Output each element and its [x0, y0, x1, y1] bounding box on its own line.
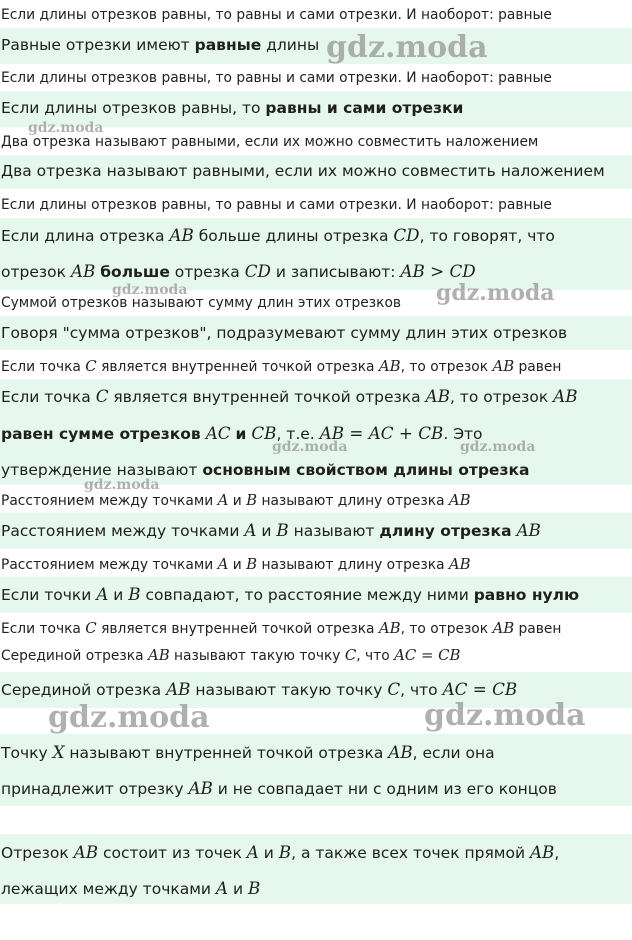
watermark: gdz.moda [460, 439, 536, 455]
watermark: gdz.moda [28, 120, 104, 136]
math-expression: AB [516, 520, 541, 540]
math-expression: A [246, 842, 259, 862]
answer-text: Равные отрезки имеют равные длины [0, 28, 632, 64]
math-expression: C [387, 679, 401, 699]
answer-text: Точку X называют внутренней точкой отрезка AB, если она принадлежит отрезку AB и не совпадает ни с одним из его концов [0, 734, 632, 806]
watermark: gdz.moda [424, 698, 586, 733]
math-expression: B [276, 520, 289, 540]
math-expression: AB [147, 646, 170, 664]
watermark: gdz.moda [112, 282, 188, 298]
math-expression: CB [251, 423, 277, 443]
question-text: Если длины отрезков равны, то равны и сами отрезки. И наоборот: равные [0, 196, 632, 216]
math-expression: B [247, 878, 261, 898]
math-expression: B [246, 555, 258, 573]
math-expression: X [52, 742, 65, 762]
watermark: gdz.moda [48, 700, 210, 735]
question-text: Расстоянием между точками A и B называют длину отрезка AB [0, 491, 632, 511]
math-expression: AC = CB [442, 679, 518, 699]
math-expression: B [278, 842, 292, 862]
math-expression: AB [492, 357, 515, 375]
math-expression: C [85, 619, 97, 637]
question-text: Если точка C является внутренней точкой отрезка AB, то отрезок AB равен [0, 357, 632, 377]
math-expression: AB [529, 842, 555, 862]
question-text: Расстоянием между точками A и B называют длину отрезка AB [0, 555, 632, 575]
watermark: gdz.moda [326, 30, 488, 65]
answer-text: Отрезок AB состоит из точек A и B, а также всех точек прямой AB, лежащих между точками A и B [0, 834, 632, 904]
question-text-2: Серединой отрезка AB называют такую точку C, что AC = CB [0, 646, 632, 668]
math-expression: AB [553, 386, 578, 406]
math-expression: C [344, 646, 357, 664]
math-expression: AB [188, 778, 213, 798]
math-expression: AB [448, 491, 471, 509]
math-expression: AB > CD [400, 261, 476, 281]
math-expression: CD [393, 225, 420, 245]
math-expression: B [128, 584, 141, 604]
math-expression: AB [492, 619, 515, 637]
answer-text: Серединой отрезка AB называют такую точку C, что AC = CB [0, 672, 632, 708]
math-expression: AB [448, 555, 471, 573]
math-expression: A [217, 555, 229, 573]
answer-text: Если длина отрезка AB больше длины отрезка CD, то говорят, что отрезок AB больше отрезка CD и записывают: AB > CD [0, 218, 632, 290]
emphasis-text: равен сумме отрезков [1, 425, 201, 443]
math-expression: AB [378, 357, 401, 375]
emphasis-text: и [235, 425, 247, 443]
question-text: Суммой отрезков называют сумму длин этих отрезков [0, 294, 632, 314]
math-expression: AB = AC + CB [319, 423, 444, 443]
emphasis-text: основным свойством длины отрезка [202, 461, 530, 479]
math-expression: A [217, 491, 229, 509]
math-expression: AC [205, 423, 231, 443]
question-text: Если длины отрезков равны, то равны и сами отрезки. И наоборот: равные [0, 6, 632, 26]
question-text: Два отрезка называют равными, если их можно совместить наложением [0, 133, 632, 153]
answer-text: Если точки A и B совпадают, то расстояние между ними равно нулю [0, 577, 632, 613]
math-expression: AB [73, 842, 99, 862]
watermark: gdz.moda [272, 439, 348, 455]
question-text: Если точка C является внутренней точкой отрезка AB, то отрезок AB равен [0, 619, 632, 639]
watermark: gdz.moda [84, 477, 160, 493]
emphasis-text: длину отрезка [379, 522, 512, 540]
math-expression: C [95, 386, 109, 406]
answer-text: Если точка C является внутренней точкой отрезка AB, то отрезок AB равен сумме отрезков AC и CB, т.е. AB = AC + CB. Это утверждение называют основным свойством длины отрезка [0, 379, 632, 485]
answer-text: Если длины отрезков равны, то равны и сами отрезки [0, 91, 632, 127]
emphasis-text: больше [100, 263, 170, 281]
math-expression: A [244, 520, 257, 540]
math-expression: CD [244, 261, 271, 281]
emphasis-text: равны и сами отрезки [265, 99, 464, 117]
math-expression: C [85, 357, 97, 375]
math-expression: AB [425, 386, 450, 406]
math-expression: AB [70, 261, 96, 281]
question-text: Если длины отрезков равны, то равны и сами отрезки. И наоборот: равные [0, 69, 632, 89]
answer-text: Расстоянием между точками A и B называют длину отрезка AB [0, 513, 632, 549]
math-expression: AB [166, 679, 191, 699]
answer-text: Говоря "сумма отрезков", подразумевают сумму длин этих отрезков [0, 316, 632, 350]
math-expression: A [96, 584, 109, 604]
math-expression: B [246, 491, 258, 509]
watermark: gdz.moda [436, 280, 555, 306]
answer-text: Два отрезка называют равными, если их можно совместить наложением [0, 155, 632, 189]
math-expression: A [215, 878, 229, 898]
math-expression: AB [378, 619, 401, 637]
math-expression: AB [169, 225, 194, 245]
math-expression: AC = CB [394, 646, 461, 664]
math-expression: AB [388, 742, 413, 762]
emphasis-text: равные [194, 36, 262, 54]
emphasis-text: равно нулю [473, 586, 580, 604]
